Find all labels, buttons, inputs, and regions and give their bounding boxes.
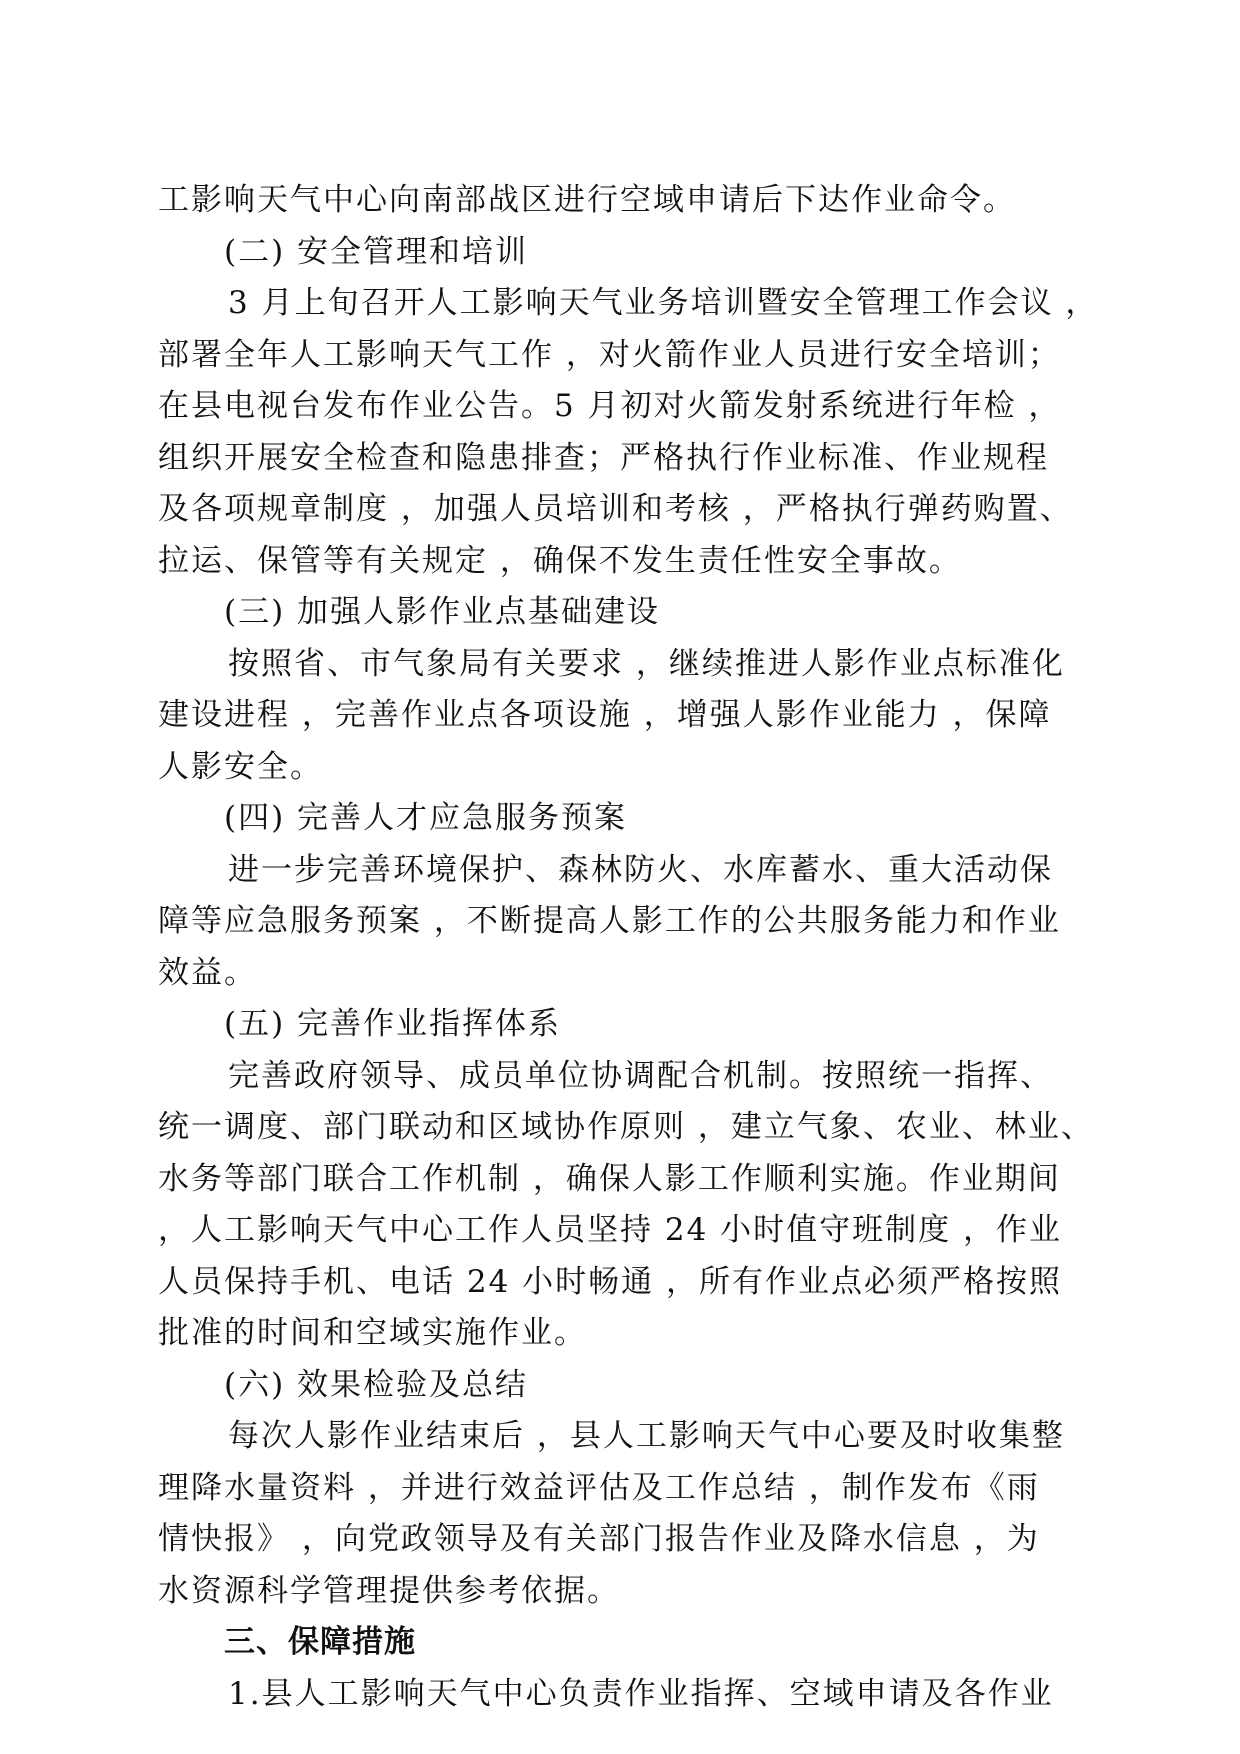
section-heading: (三) 加强人影作业点基础建设 (224, 594, 661, 630)
paragraph-line: 及各项规章制度 ，加强人员培训和考核 ，严格执行弹药购置、 (158, 491, 1073, 527)
paragraph-line: 人影安全。 (158, 749, 323, 785)
paragraph-line: 批准的时间和空域实施作业。 (158, 1315, 587, 1351)
paragraph-line: 工影响天气中心向南部战区进行空域申请后下达作业命令。 (158, 182, 1016, 218)
paragraph-line: 人员保持手机、电话 24 小时畅通 ，所有作业点必须严格按照 (158, 1264, 1063, 1300)
paragraph-line: 部署全年人工影响天气工作 ，对火箭作业人员进行安全培训； (158, 337, 1061, 373)
paragraph-line: 组织开展安全检查和隐患排查；严格执行作业标准、作业规程 (158, 440, 1049, 476)
paragraph-line: 进一步完善环境保护、森林防火、水库蓄水、重大活动保 (228, 852, 1053, 888)
paragraph-line: 在县电视台发布作业公告。5 月初对火箭发射系统进行年检 ， (158, 388, 1062, 424)
section-heading: (四) 完善人才应急服务预案 (224, 800, 628, 836)
paragraph-line: 障等应急服务预案 ，不断提高人影工作的公共服务能力和作业 (158, 903, 1061, 939)
paragraph-line: 统一调度、部门联动和区域协作原则 ，建立气象、农业、林业、 (158, 1109, 1094, 1145)
section-heading: (五) 完善作业指挥体系 (224, 1006, 562, 1042)
paragraph-line: 效益。 (158, 955, 257, 991)
chapter-heading: 三、保障措施 (224, 1624, 416, 1660)
paragraph-line: 拉运、保管等有关规定 ，确保不发生责任性安全事故。 (158, 543, 962, 579)
paragraph-line: 完善政府领导、成员单位协调配合机制。按照统一指挥、 (228, 1058, 1053, 1094)
paragraph-line: 理降水量资料 ，并进行效益评估及工作总结 ，制作发布《雨 (158, 1470, 1040, 1506)
paragraph-line: ，人工影响天气中心工作人员坚持 24 小时值守班制度 ，作业 (158, 1212, 1063, 1248)
section-heading: (六) 效果检验及总结 (224, 1367, 529, 1403)
paragraph-line: 每次人影作业结束后 ，县人工影响天气中心要及时收集整 (228, 1418, 1065, 1454)
paragraph-line: 按照省、市气象局有关要求 ，继续推进人影作业点标准化 (228, 646, 1065, 682)
paragraph-line: 3 月上旬召开人工影响天气业务培训暨安全管理工作会议 ， (228, 285, 1099, 321)
paragraph-line: 情快报》 ，向党政领导及有关部门报告作业及降水信息 ，为 (158, 1521, 1040, 1557)
paragraph-line: 1.县人工影响天气中心负责作业指挥、空域申请及各作业 (228, 1676, 1054, 1712)
paragraph-line: 建设进程 ，完善作业点各项设施 ，增强人影作业能力 ，保障 (158, 697, 1052, 733)
section-heading: (二) 安全管理和培训 (224, 234, 529, 270)
paragraph-line: 水资源科学管理提供参考依据。 (158, 1573, 620, 1609)
paragraph-line: 水务等部门联合工作机制 ，确保人影工作顺利实施。作业期间 (158, 1161, 1061, 1197)
